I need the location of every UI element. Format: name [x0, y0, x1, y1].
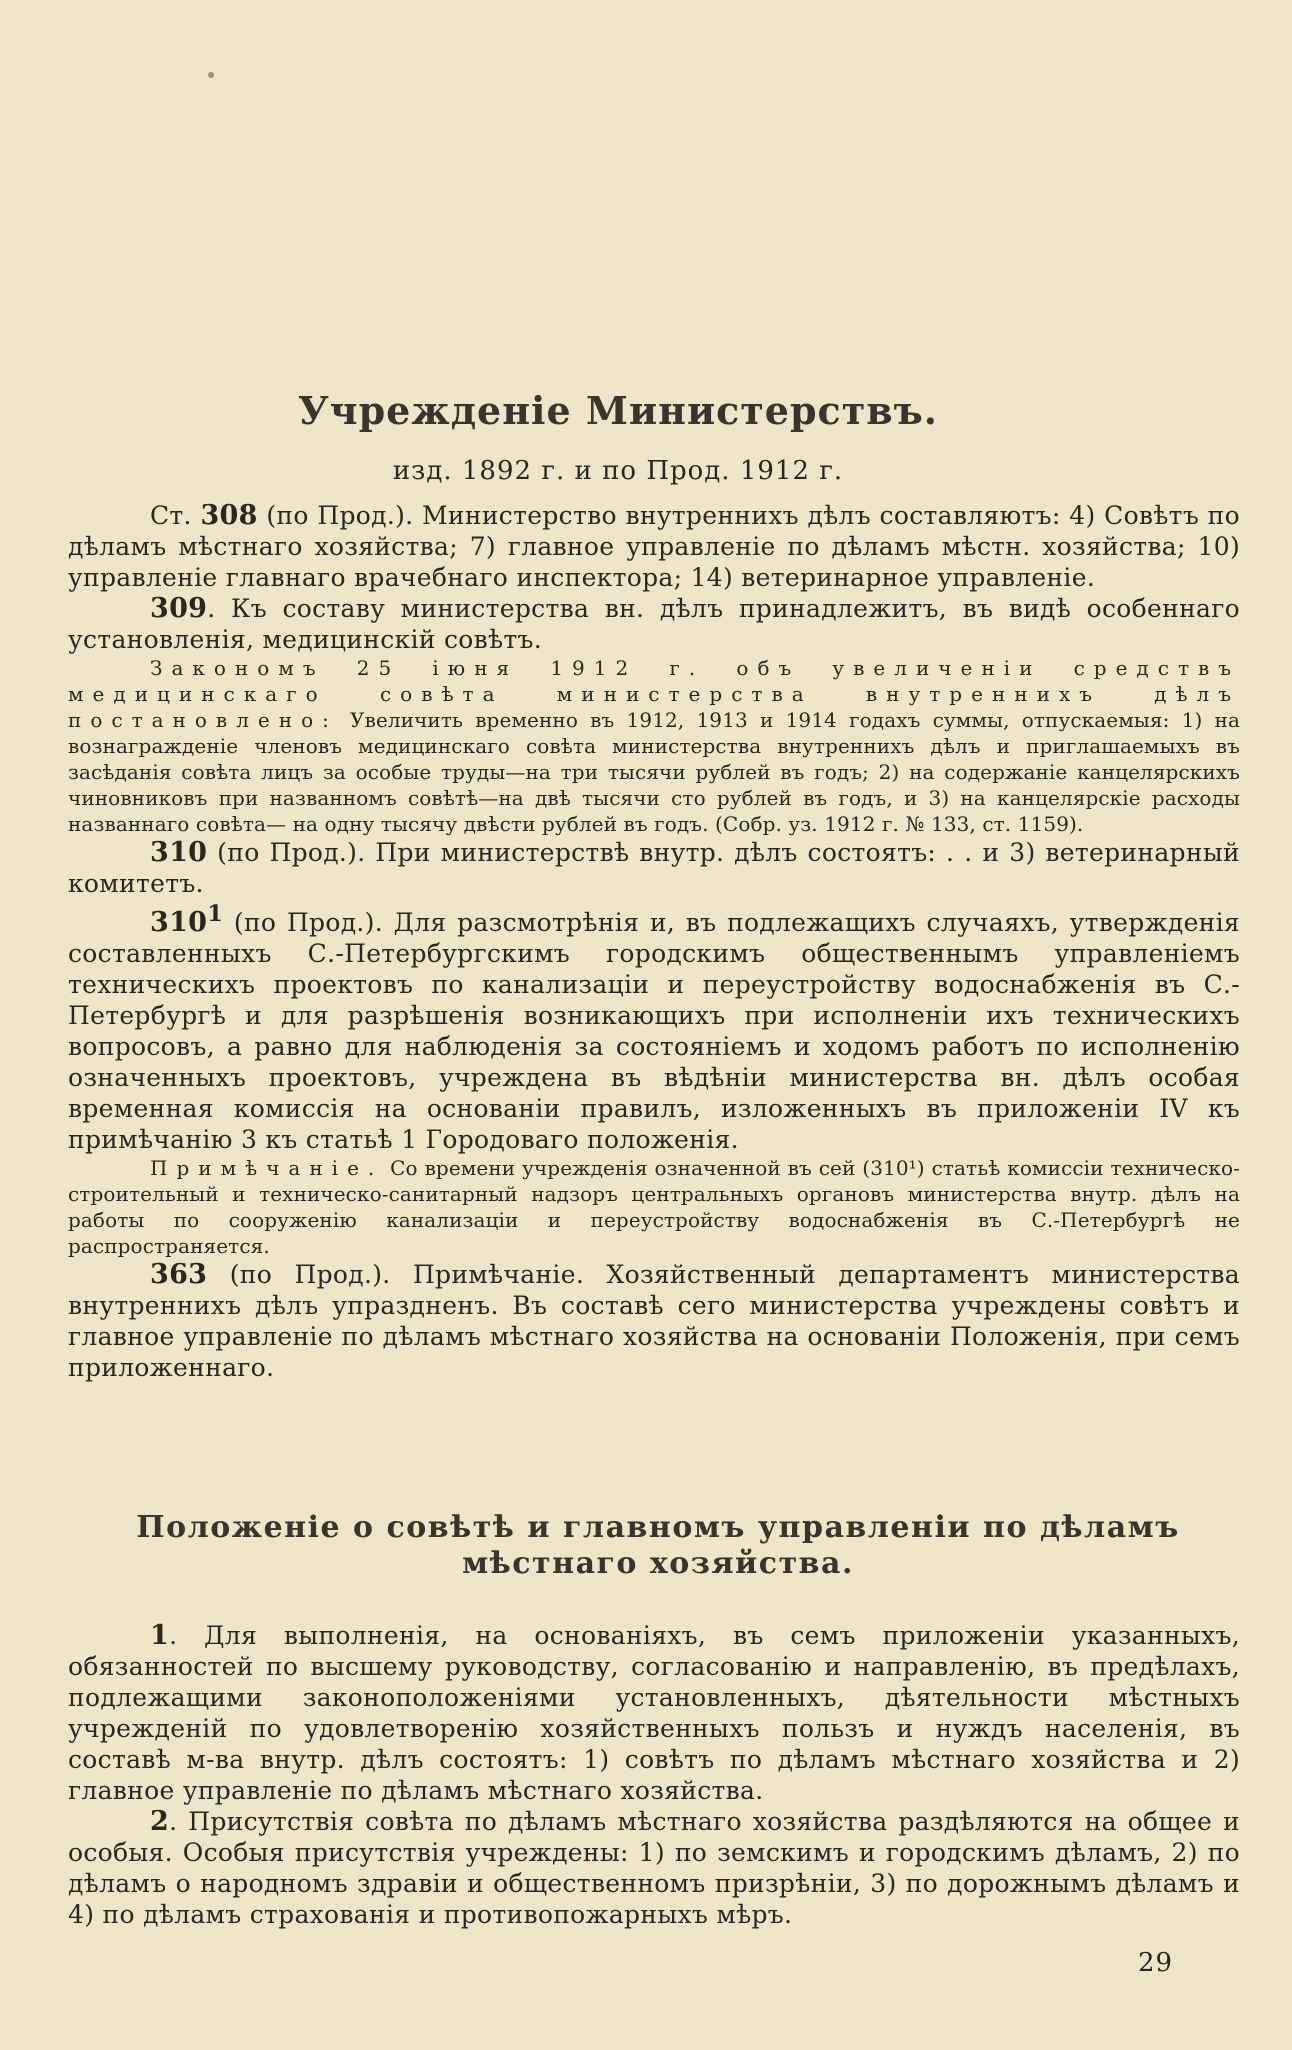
regulation-block — [68, 1620, 1240, 1930]
article-309: 309. Къ составу министерства вн. дѣлъ принадлежитъ, въ видѣ особеннаго установленія, медицинскій совѣтъ. — [68, 593, 1240, 654]
article-308: Ст. 308 (по Прод.). Министерство внутреннихъ дѣлъ составляютъ: 4) Совѣтъ по дѣламъ мѣстнаго хозяйства; 7) главное управленіе по дѣламъ мѣстн. хозяйства; 10) управленіе главнаго врачебнаго инспектора; 14) ветеринарное управленіе. — [68, 500, 1240, 592]
article-363: 363 (по Прод.). Примѣчаніе. Хозяйственный департаментъ министерства внутреннихъ дѣлъ упраздненъ. Въ составѣ сего министерства учреждены совѣтъ и главное управленіе по дѣламъ мѣстнаго хозяйства на основаніи Положенія, при семъ приложеннаго. — [68, 1259, 1240, 1382]
para-number: 2 — [150, 1806, 170, 1837]
article-number: 308 — [200, 500, 258, 531]
section-title: Положеніе о совѣтѣ и главномъ управленіи по дѣламъ мѣстнаго хозяйства. — [136, 1510, 1180, 1581]
remark-note: Примѣчаніе. Со времени учрежденія означенной въ сей (310¹) статьѣ комиссіи техническо-строительный и техническо-санитарный надзоръ центральныхъ органовъ министерства внутр. дѣлъ на работы по сооруженію канализаціи и переустройству водоснабженія въ С.-Петербургѣ не распространяется. — [68, 1156, 1240, 1258]
articles-block — [68, 500, 1240, 1383]
regulation-para-1: 1. Для выполненія, на основаніяхъ, въ семъ приложеніи указанныхъ, обязанностей по высшему руководству, согласованію и направленію, въ предѣлахъ, подлежащими законоположеніями установленныхъ, дѣятельности мѣстныхъ учрежденій по удовлетворенію хозяйственныхъ пользъ и нуждъ населенія, въ составѣ м-ва внутр. дѣлъ состоятъ: 1) совѣтъ по дѣламъ мѣстнаго хозяйства и 2) главное управленіе по дѣламъ мѣстнаго хозяйства. — [68, 1620, 1240, 1805]
article-number: 309 — [150, 593, 208, 624]
page-number: 29 — [1138, 1948, 1174, 1978]
regulation-para-2: 2. Присутствія совѣта по дѣламъ мѣстнаго хозяйства раздѣляются на общее и особыя. Особыя присутствія учреждены: 1) по земскимъ и городскимъ дѣламъ, 2) по дѣламъ о народномъ здравіи и общественномъ призрѣніи, 3) по дорожнымъ дѣламъ и 4) по дѣламъ страхованія и противопожарныхъ мѣръ. — [68, 1806, 1240, 1929]
speck-mark — [208, 72, 214, 78]
law-1912-note: Закономъ 25 іюня 1912 г. объ увеличеніи средствъ медицинскаго совѣта министерства внутреннихъ дѣлъ постановлено: Увеличить временно въ 1912, 1913 и 1914 годахъ суммы, отпускаемыя: 1) на вознагражденіе членовъ медицинскаго совѣта министерства внутреннихъ дѣлъ и приглашаемыхъ въ засѣданія совѣта лицъ за особые труды—на три тысячи рублей въ годъ; 2) на содержаніе канцелярскихъ чиновниковъ при названномъ совѣтѣ—на двѣ тысячи сто рублей въ годъ, и 3) на канцелярскіе расходы названнаго совѣта— на одну тысячу двѣсти рублей въ годъ. (Собр. уз. 1912 г. № 133, ст. 1159). — [68, 656, 1240, 836]
article-number: $310^1$ — [150, 901, 224, 938]
article-number: 363 — [150, 1259, 208, 1290]
article-number: 310 — [150, 837, 208, 868]
page-title: Учрежденіе Министерствъ. — [297, 388, 939, 433]
para-number: 1 — [150, 1620, 170, 1651]
law-note-block — [68, 655, 1240, 837]
document-page — [68, 0, 1238, 2050]
remark-block — [68, 1155, 1240, 1259]
article-310: 310 (по Прод.). При министерствѣ внутр. дѣлъ состоятъ: . . и 3) ветеринарный комитетъ. — [68, 837, 1240, 898]
article-310-1: $310^1$ (по Прод.). Для разсмотрѣнія и, въ подлежащихъ случаяхъ, утвержденія составленныхъ С.-Петербургскимъ городскимъ общественнымъ управленіемъ техническихъ проектовъ по канализаціи и переустройству водоснабженія въ С.-Петербургѣ и для разрѣшенія возникающихъ при исполненіи ихъ техническихъ вопросовъ, а равно для наблюденія за состояніемъ и ходомъ работъ по исполненію означенныхъ проектовъ, учреждена въ вѣдѣніи министерства вн. дѣлъ особая временная комиссія на основаніи правилъ, изложенныхъ въ приложеніи IV къ примѣчанію 3 къ статьѣ 1 Городоваго положенія. — [68, 901, 1240, 1154]
edition-line: изд. 1892 г. и по Прод. 1912 г. — [392, 456, 844, 486]
